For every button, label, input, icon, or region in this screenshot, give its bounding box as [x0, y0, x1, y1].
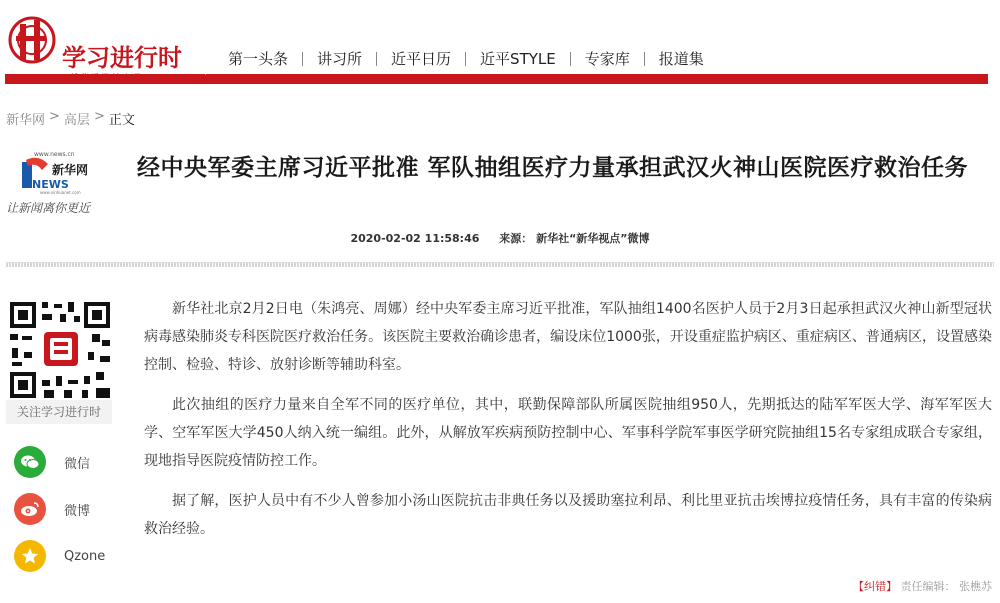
svg-text:www.news.cn: www.news.cn [34, 151, 75, 158]
article-paragraph: 新华社北京2月2日电（朱鸿亮、周娜）经中央军委主席习近平批准，军队抽组1400名医护人员于2月3日起承担武汉火神山新型冠状病毒感染肺炎专科医院医疗救治任务。该医院主要救治确诊患者，编设床位1000张，开设重症监护病区、重症病区、普通病区，设置感染控制、检验、特诊、放射诊断等辅助科室。 [144, 301, 992, 373]
nav-item-jiangxisuo[interactable]: 讲习所 [317, 50, 363, 68]
breadcrumb-current: 正文 [108, 113, 135, 128]
breadcrumb-separator: > [49, 109, 60, 124]
nav-item-reports[interactable]: 报道集 [658, 50, 704, 68]
wechat-icon [14, 446, 46, 478]
article-source: 来源： 新华社“新华视点”微博 [499, 232, 650, 245]
site-header [0, 0, 1000, 95]
main-nav [214, 48, 718, 69]
weibo-icon [14, 493, 46, 525]
breadcrumb-separator: > [93, 109, 105, 124]
follow-label: 关注学习进行时 [6, 400, 112, 424]
header-red-bar [198, 74, 988, 84]
article-paragraph: 据了解，医护人员中有不少人曾参加小汤山医院抗击非典任务以及援助塞拉利昂、利比里亚抗击埃博拉疫情任务，具有丰富的传染病救治经验。 [144, 493, 992, 537]
share-qzone[interactable] [14, 540, 105, 572]
article-paragraph: 此次抽组的医疗力量来自全军不同的医疗单位，其中，联勤保障部队所属医院抽组950人，先期抵达的陆军军医大学、海军军医大学、空军军医大学450人纳入统一编组。此外，从解放军疾病预防控制中心、军事科学院军事医学研究院抽组15名专家组成联合专家组，现地指导医院疫情防控工作。 [144, 397, 992, 469]
share-label: 微信 [64, 456, 91, 472]
xinhua-news-logo[interactable] [4, 148, 114, 218]
share-wechat[interactable] [14, 446, 90, 478]
title-divider [6, 262, 994, 267]
article-datetime: 2020-02-02 11:58:46 [350, 232, 480, 245]
nav-item-headline[interactable]: 第一头条 [228, 50, 289, 68]
nav-item-experts[interactable]: 专家库 [584, 50, 630, 68]
nav-item-calendar[interactable]: 近平日历 [391, 50, 452, 68]
article-body [144, 295, 992, 555]
svg-text:www.xinhuanet.com: www.xinhuanet.com [40, 190, 81, 195]
editor-line [853, 578, 992, 594]
svg-text:新华网: 新华网 [52, 163, 89, 177]
breadcrumb [6, 109, 135, 128]
editor-name: 责任编辑： 张樵苏 [900, 580, 992, 593]
qzone-icon [14, 540, 46, 572]
svg-text:学习进行时: 学习进行时 [62, 44, 182, 72]
error-report-link[interactable]: 【纠错】 [853, 580, 897, 593]
share-label: 微博 [64, 503, 91, 519]
nav-item-style[interactable]: 近平STYLE [480, 50, 556, 68]
header-red-bar-left [5, 74, 205, 84]
article-meta [0, 230, 1000, 246]
svg-text:NEWS: NEWS [32, 178, 69, 191]
article-title: 经中央军委主席习近平批准 军队抽组医疗力量承担武汉火神山医院医疗救治任务 [136, 155, 968, 181]
svg-text:让新闻离你更近: 让新闻离你更近 [6, 201, 91, 215]
share-label: Qzone [64, 548, 106, 564]
breadcrumb-home[interactable]: 新华网 [6, 113, 46, 128]
breadcrumb-section[interactable]: 高层 [63, 113, 90, 128]
share-weibo[interactable] [14, 493, 90, 525]
qr-code [8, 300, 112, 400]
